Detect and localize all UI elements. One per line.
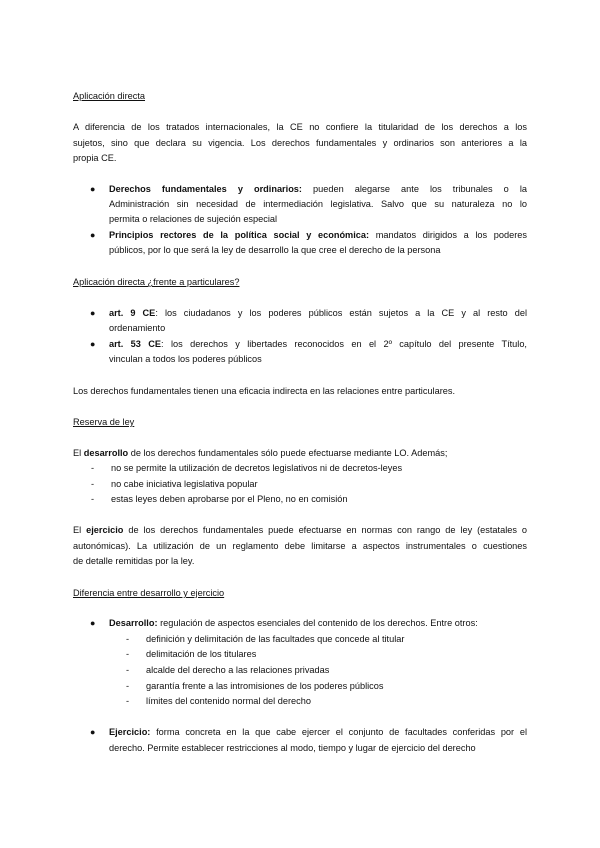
- dash-marker: -: [126, 681, 130, 691]
- dash-marker: -: [126, 649, 130, 659]
- paragraph-line: El desarrollo de los derechos fundamentales sólo puede efectuarse mediante LO. Además;: [73, 448, 448, 458]
- paragraph-line: sujetos, sino que declara su vigencia. Los derechos fundamentales y ordinarios son anteriores a la: [73, 138, 527, 148]
- paragraph-line: propia CE.: [73, 153, 117, 163]
- bullet-line: derecho. Permite establecer restricciones al modo, tiempo y lugar de ejercicio del derecho: [109, 743, 476, 753]
- dash-marker: -: [126, 634, 130, 644]
- bullet-line: públicos, por lo que será la ley de desarrollo la que cree el derecho de la persona: [109, 245, 441, 255]
- bullet-icon: ●: [90, 308, 96, 318]
- paragraph-line: autonómicas). La utilización de un reglamento debe limitarse a aspectos instrumentales o cuestiones: [73, 541, 527, 551]
- bullet-line: art. 9 CE: los ciudadanos y los poderes públicos están sujetos a la CE y al resto del: [109, 308, 528, 318]
- bullet-icon: ●: [90, 618, 96, 628]
- paragraph-line: de detalle remitidas por la ley.: [73, 556, 195, 566]
- paragraph-line: A diferencia de los tratados internacionales, la CE no confiere la titularidad de los derechos a los: [73, 122, 527, 132]
- dash-marker: -: [126, 696, 130, 706]
- paragraph-line: El ejercicio de los derechos fundamentales puede efectuarse en normas con rango de ley (estatales o: [73, 525, 527, 535]
- bullet-line: Desarrollo: regulación de aspectos esenciales del contenido de los derechos. Entre otros:: [109, 618, 478, 628]
- dash-marker: -: [126, 665, 130, 675]
- dash-marker: -: [91, 494, 95, 504]
- bullet-line: ordenamiento: [109, 323, 166, 333]
- bullet-line: permita o relaciones de sujeción especial: [109, 214, 278, 224]
- heading-diferencia: Diferencia entre desarrollo y ejercicio: [73, 588, 225, 598]
- bullet-icon: ●: [90, 727, 96, 737]
- bullet-line: art. 53 CE: los derechos y libertades reconocidos en el 2º capítulo del presente Título,: [109, 339, 527, 349]
- bullet-line: vinculan a todos los poderes públicos: [109, 354, 262, 364]
- bullet-icon: ●: [90, 339, 96, 349]
- bullet-icon: ●: [90, 230, 96, 240]
- paragraph-line: Los derechos fundamentales tienen una eficacia indirecta en las relaciones entre particulares.: [73, 386, 456, 396]
- dash-marker: -: [91, 463, 95, 473]
- bullet-line: Ejercicio: forma concreta en la que cabe ejercer el conjunto de facultades conferidas por el: [109, 727, 527, 737]
- bullet-line: Derechos fundamentales y ordinarios: pueden alegarse ante los tribunales o la: [109, 184, 527, 194]
- dash-marker: -: [91, 479, 95, 489]
- bullet-line: Principios rectores de la política social y económica: mandatos dirigidos a los poderes: [109, 230, 527, 240]
- heading-reserva-de-ley: Reserva de ley: [73, 417, 135, 427]
- heading-frente-particulares: Aplicación directa ¿frente a particulares?: [73, 277, 240, 287]
- bullet-icon: ●: [90, 184, 96, 194]
- bullet-line: Administración sin necesidad de intermediación legislativa. Salvo que su naturaleza no lo: [109, 199, 527, 209]
- heading-aplicacion-directa: Aplicación directa: [73, 91, 146, 101]
- document-page: Aplicación directa A diferencia de los tratados internacionales, la CE no confiere la titularidad de los derechos a los sujetos, sino que declara su vigencia. Los derechos fundamentales y ordinarios son anteriores a la propia CE. ● Derechos fundamentales y ordinarios: pueden alegarse ante los tribunales o la Administración sin necesidad de intermediación legislativa. Salvo que su naturaleza no lo permita o relaciones de sujeción especial ● Principios rectores de la política social y económica: mandatos dirigidos a los poderes públicos, por lo que será la ley de desarrollo la que cree el derecho de la persona Aplicación directa ¿frente a particulares? ● art. 9 CE: los ciudadanos y los poderes públicos están sujetos a la CE y al resto del ordenamiento ● art. 53 CE: los derechos y libertades reconocidos en el 2º capítulo del presente Título, vinculan a todos los poderes públicos Los derechos fundamentales tienen una eficacia indirecta en las relaciones entre particulares. Reserva de ley El desarrollo de los derechos fundamentales sólo puede efectuarse mediante LO. Además; - no se permite la utilización de decretos legislativos ni de decretos-leyes - no cabe iniciativa legislativa popular - estas leyes deben aprobarse por el Pleno, no en comisión El ejercicio de los derechos fundamentales puede efectuarse en normas con rango de ley (estatales o autonómicas). La utilización de un reglamento debe limitarse a aspectos instrumentales o cuestiones de detalle remitidas por la ley. Diferencia entre desarrollo y ejercicio ● Desarrollo: regulación de aspectos esenciales del contenido de los derechos. Entre otros: - definición y delimitación de las facultades que concede al titular - delimitación de los titulares - alcalde del derecho a las relaciones privadas - garantía frente a las intromisiones de los poderes públicos - límites del contenido normal del derecho ● Ejercicio: forma concreta en la que cabe ejercer el conjunto de facultades conferidas por el derecho. Permite establecer restricciones al modo, tiempo y lugar de ejercicio del derecho: [73, 91, 528, 753]
